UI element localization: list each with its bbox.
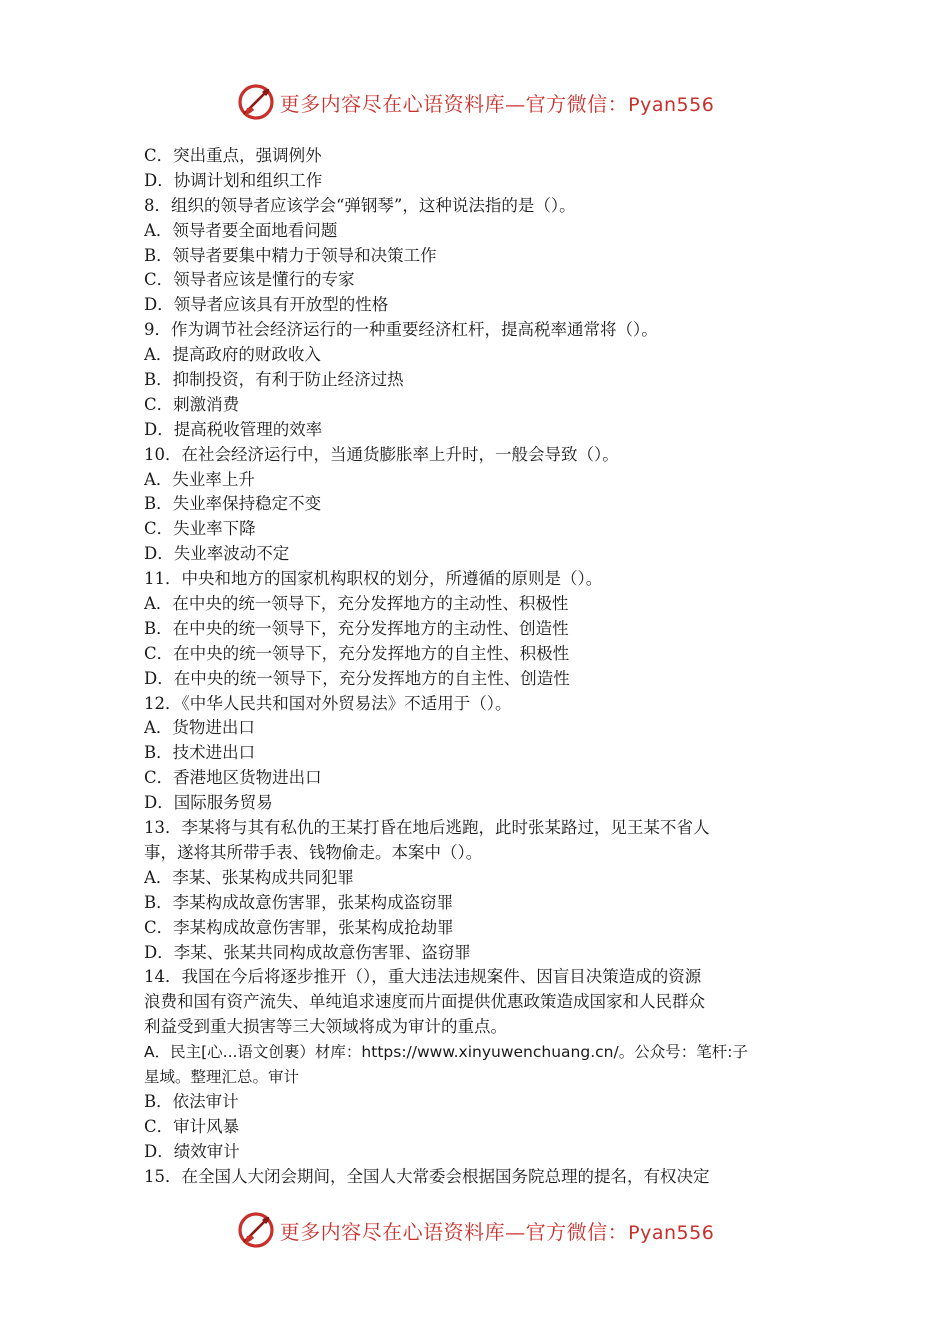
question-11: 11．中央和地方的国家机构职权的划分，所遵循的原则是（）。 (144, 569, 603, 589)
text-line: D．协调计划和组织工作 (144, 170, 323, 190)
header-wechat-id: Pyan556 (628, 93, 715, 116)
brush-logo-icon (236, 82, 276, 122)
document-body (144, 144, 808, 1189)
text-line: 利益受到重大损害等三大领域将成为审计的重点。 (144, 1017, 507, 1037)
text-line: 事，遂将其所带手表、钱物偷走。本案中（）。 (144, 842, 483, 862)
footer-wechat-id: Pyan556 (628, 1221, 715, 1244)
text-line: B．领导者要集中精力于领导和决策工作 (144, 245, 437, 265)
text-line: A．李某、张某构成共同犯罪 (144, 867, 354, 887)
text-line: C．审计风暴 (144, 1116, 240, 1136)
text-line: D．在中央的统一领导下，充分发挥地方的自主性、创造性 (144, 668, 570, 688)
text-line: A．民主[心...语文创裹）材库：https://www.xinyuwenchuang.cn/。公众号：笔杆:子 (144, 1043, 748, 1062)
question-13: 13．李某将与其有私仇的王某打昏在地后逃跑，此时张某路过，见王某不省人 (144, 818, 710, 838)
text-line: C．领导者应该是懂行的专家 (144, 270, 355, 290)
text-line: C．突出重点，强调例外 (144, 146, 322, 165)
question-15: 15．在全国人大闭会期间，全国人大常委会根据国务院总理的提名，有权决定 (144, 1166, 710, 1186)
question-12: 12．《中华人民共和国对外贸易法》不适用于（）。 (144, 693, 512, 713)
text-line: B．技术进出口 (144, 743, 256, 763)
question-10: 10．在社会经济运行中，当通货膨胀率上升时，一般会导致（）。 (144, 444, 619, 464)
text-line: A．领导者要全面地看问题 (144, 220, 338, 240)
text-line: C．香港地区货物进出口 (144, 768, 322, 788)
footer-banner (0, 1208, 950, 1252)
question-8: 8．组织的领导者应该学会“弹钢琴”，这种说法指的是（）。 (144, 195, 576, 215)
text-line: B．依法审计 (144, 1091, 239, 1111)
header-banner (0, 80, 950, 124)
text-line: B．失业率保持稳定不变 (144, 494, 322, 514)
header-banner-text: 更多内容尽在心语资料库—官方微信：Pyan556 (279, 91, 715, 116)
text-line: D．领导者应该具有开放型的性格 (144, 295, 389, 315)
text-line: D．国际服务贸易 (144, 793, 273, 813)
text-line: C．失业率下降 (144, 519, 256, 539)
text-line: B．李某构成故意伤害罪，张某构成盗窃罪 (144, 892, 454, 912)
brush-logo-icon (236, 1210, 276, 1250)
text-line: C．刺激消费 (144, 394, 240, 414)
question-14: 14．我国在今后将逐步推开（），重大违法违规案件、因盲目决策造成的资源 (144, 967, 702, 987)
text-line: A．在中央的统一领导下，充分发挥地方的主动性、积极性 (144, 594, 569, 614)
text-line: C．李某构成故意伤害罪，张某构成抢劫罪 (144, 917, 454, 937)
footer-banner-text: 更多内容尽在心语资料库—官方微信：Pyan556 (279, 1219, 715, 1244)
text-line: D．提高税收管理的效率 (144, 419, 323, 439)
text-line: D．李某、张某共同构成故意伤害罪、盗窃罪 (144, 942, 471, 962)
text-line: C．在中央的统一领导下，充分发挥地方的自主性、积极性 (144, 643, 570, 663)
text-line: B．在中央的统一领导下，充分发挥地方的主动性、创造性 (144, 618, 569, 638)
text-line: A．货物进出口 (144, 718, 255, 738)
text-line: B．抑制投资，有利于防止经济过热 (144, 370, 404, 390)
text-line: D．失业率波动不定 (144, 544, 290, 564)
text-line: D．绩效审计 (144, 1141, 240, 1161)
text-line: 浪费和国有资产流失、单纯追求速度而片面提供优惠政策造成国家和人民群众 (144, 992, 705, 1012)
text-line: A．失业率上升 (144, 469, 255, 489)
text-line: 星域。整理汇总。审计 (144, 1067, 300, 1086)
text-line: A．提高政府的财政收入 (144, 345, 321, 365)
question-9: 9．作为调节社会经济运行的一种重要经济杠杆，提高税率通常将（）。 (144, 320, 658, 340)
